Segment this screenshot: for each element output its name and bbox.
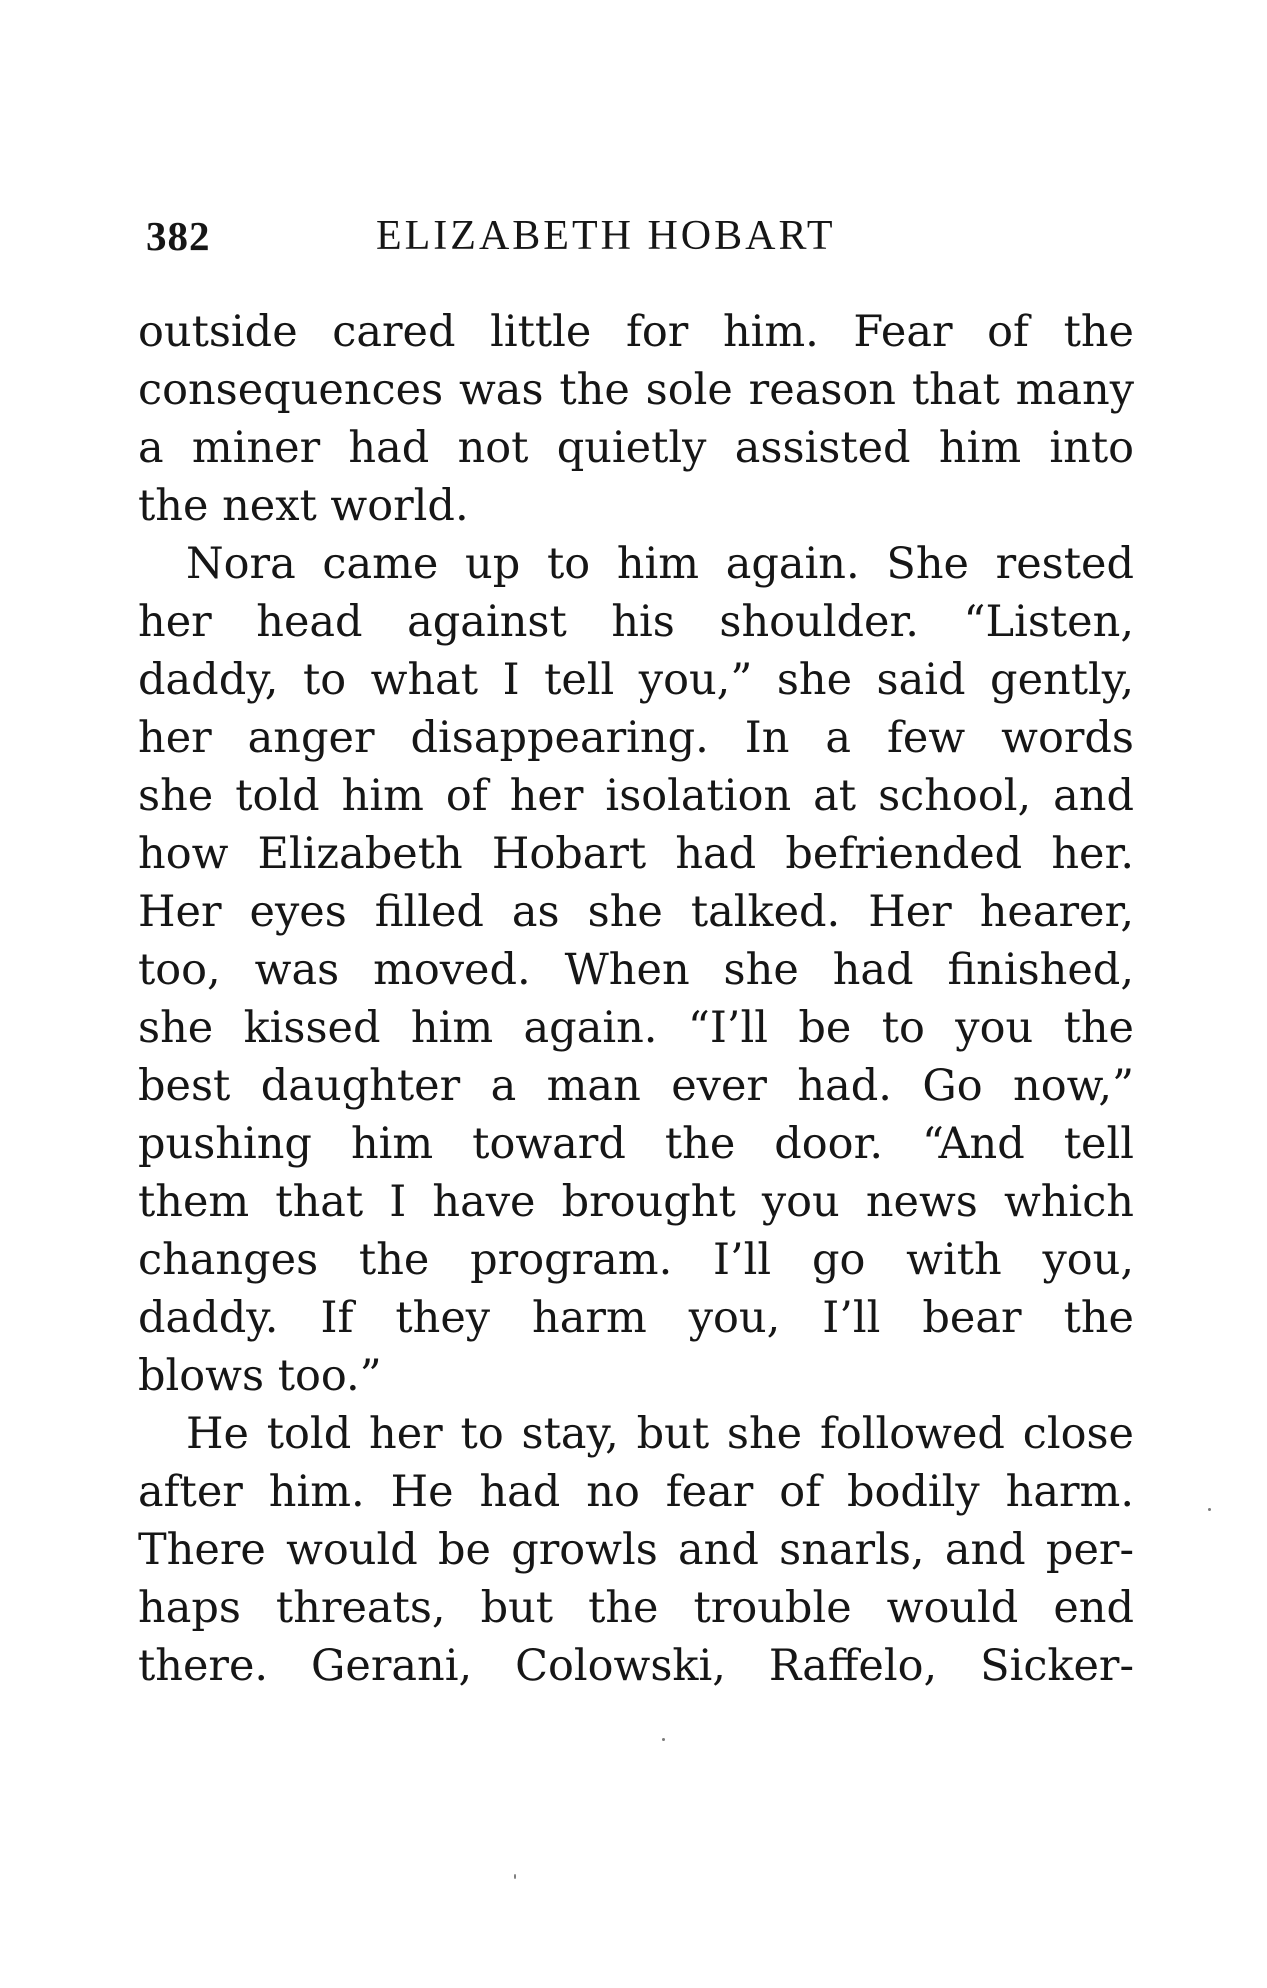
text-line: blows too.” xyxy=(138,1351,382,1401)
body-text xyxy=(138,303,1134,1695)
text-line: she told him of her isolation at school, and xyxy=(138,771,1134,821)
text-line: her anger disappearing. In a few words xyxy=(138,713,1134,763)
running-head xyxy=(146,212,1134,272)
text-line: them that I have brought you news which xyxy=(138,1177,1134,1227)
text-line: He told her to stay, but she followed close xyxy=(186,1409,1134,1459)
text-line: haps threats, but the trouble would end xyxy=(138,1583,1134,1633)
text-line: There would be growls and snarls, and per- xyxy=(138,1525,1134,1575)
text-line: the next world. xyxy=(138,481,469,531)
scan-speck xyxy=(514,1874,516,1879)
text-line: how Elizabeth Hobart had befriended her. xyxy=(138,829,1134,879)
text-line: she kissed him again. “I’ll be to you the xyxy=(138,1003,1134,1053)
text-line: best daughter a man ever had. Go now,” xyxy=(138,1061,1134,1111)
scan-speck xyxy=(662,1738,665,1741)
text-line: Her eyes filled as she talked. Her hearer, xyxy=(138,887,1134,937)
text-line: too, was moved. When she had finished, xyxy=(138,945,1134,995)
text-line: daddy, to what I tell you,” she said gently, xyxy=(138,655,1134,705)
text-line: consequences was the sole reason that many xyxy=(138,365,1134,415)
page-number: 382 xyxy=(146,213,211,259)
text-line: after him. He had no fear of bodily harm. xyxy=(138,1467,1134,1517)
text-line: outside cared little for him. Fear of the xyxy=(138,307,1134,357)
scan-speck xyxy=(1208,1508,1211,1511)
text-line: her head against his shoulder. “Listen, xyxy=(138,597,1134,647)
text-line: pushing him toward the door. “And tell xyxy=(138,1119,1134,1169)
text-line: there. Gerani, Colowski, Raffelo, Sicker- xyxy=(138,1641,1134,1691)
text-line: Nora came up to him again. She rested xyxy=(186,539,1134,589)
text-line: changes the program. I’ll go with you, xyxy=(138,1235,1134,1285)
running-title: ELIZABETH HOBART xyxy=(376,213,836,259)
text-line: a miner had not quietly assisted him into xyxy=(138,423,1134,473)
text-line: daddy. If they harm you, I’ll bear the xyxy=(138,1293,1134,1343)
